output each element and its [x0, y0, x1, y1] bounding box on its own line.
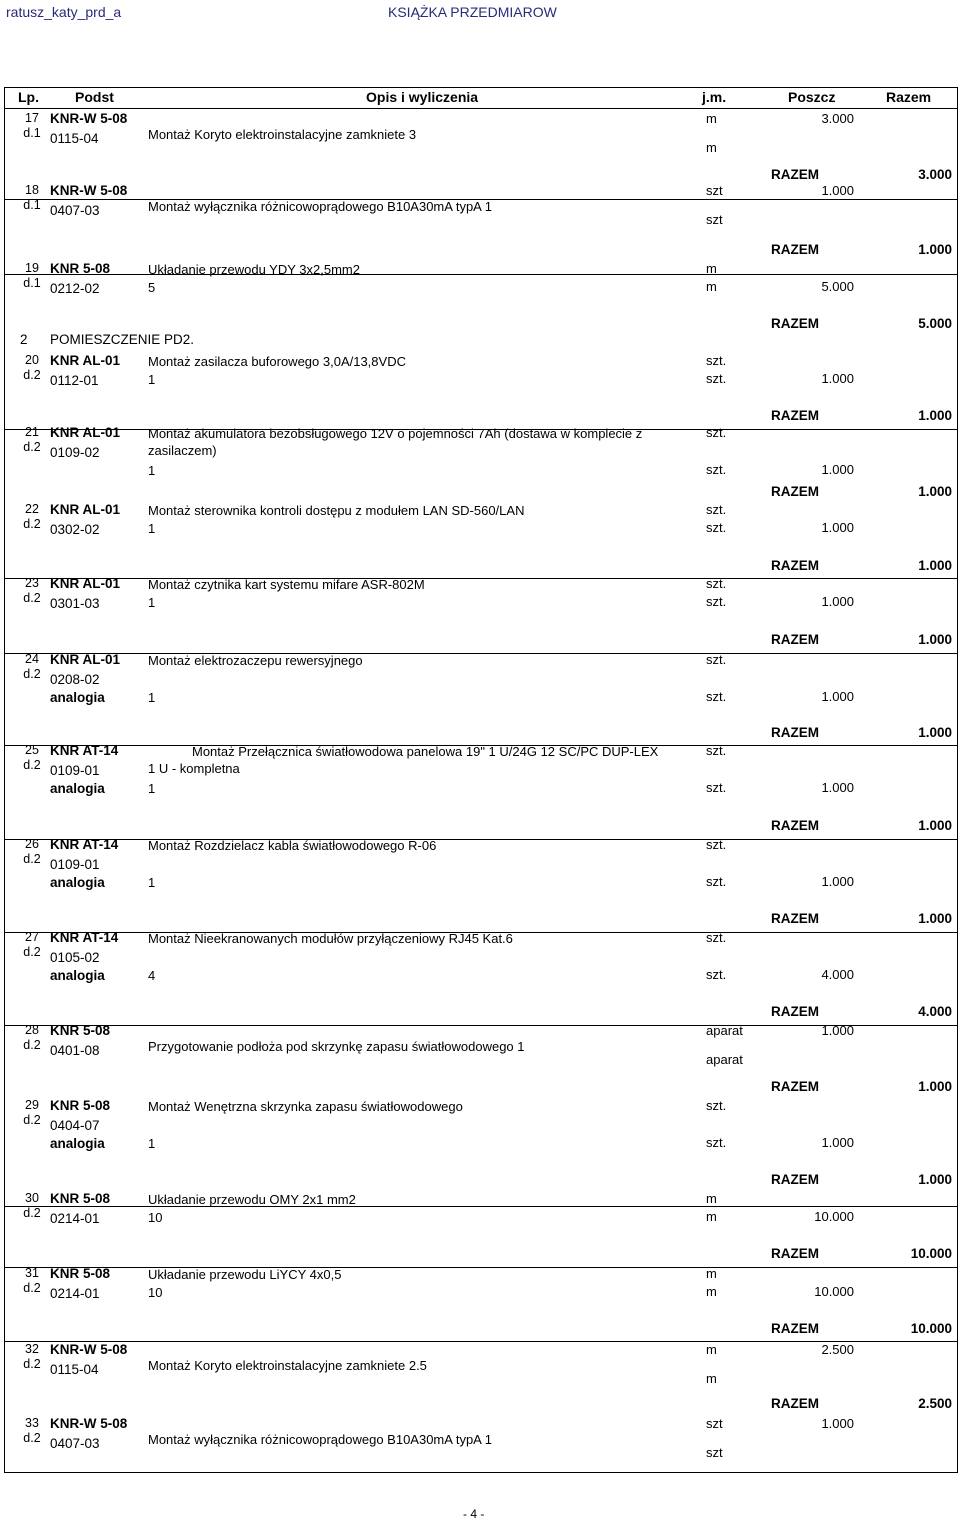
item-calculation: 1 [148, 1136, 156, 1151]
item-unit-result: szt. [706, 780, 727, 795]
item-description: Montaż Rozdzielacz kabla światłowodowego R-06 [148, 838, 437, 853]
razem-value: 4.000 [918, 1004, 952, 1019]
item-code: KNR-W 5-08 [50, 1342, 128, 1357]
item-unit-result: szt [706, 212, 723, 227]
razem-value: 10.000 [910, 1246, 952, 1261]
item-subcode: 0407-03 [50, 203, 100, 218]
item-number: 30 [25, 1191, 39, 1205]
razem-value: 1.000 [918, 725, 952, 740]
page-number: - 4 - [463, 1507, 485, 1521]
row-separator [4, 1025, 958, 1026]
item-number: 31 [25, 1266, 39, 1280]
item-unit: m [706, 261, 717, 276]
item-description: Montaż Koryto elektroinstalacyjne zamkniete 2.5 [148, 1358, 427, 1373]
razem-value: 10.000 [910, 1321, 952, 1336]
item-calculation: 1 [148, 875, 156, 890]
item-variant: d.1 [23, 276, 41, 290]
item-unit-result: szt [706, 1445, 723, 1460]
item-unit: szt. [706, 425, 727, 440]
item-quantity: 1.000 [821, 1135, 854, 1150]
item-description: Układanie przewodu LiYCY 4x0,5 [148, 1267, 342, 1282]
item-quantity: 5.000 [821, 279, 854, 294]
item-code: KNR AL-01 [50, 652, 121, 667]
item-variant: d.1 [23, 126, 41, 140]
item-variant: d.2 [23, 1281, 41, 1295]
item-quantity: 4.000 [821, 967, 854, 982]
item-unit-result: szt. [706, 967, 727, 982]
item-number: 22 [25, 502, 39, 516]
item-unit: szt. [706, 743, 727, 758]
item-code: KNR 5-08 [50, 1191, 111, 1206]
col-lp: Lp. [18, 89, 39, 105]
item-unit-result: szt. [706, 520, 727, 535]
item-code: KNR AT-14 [50, 930, 119, 945]
item-quantity: 1.000 [821, 1023, 854, 1038]
razem-value: 2.500 [918, 1396, 952, 1411]
razem-label: RAZEM [771, 484, 819, 499]
item-number: 21 [25, 425, 39, 439]
item-unit-result: m [706, 140, 717, 155]
razem-value: 1.000 [918, 484, 952, 499]
item-unit: m [706, 1266, 717, 1281]
item-subcode: 0407-03 [50, 1436, 100, 1451]
item-description: Montaż zasilacza buforowego 3,0A/13,8VDC [148, 354, 406, 369]
item-number: 25 [25, 743, 39, 757]
row-separator [4, 1341, 958, 1342]
item-description: Montaż Przełącznica światłowodowa panelowa 19" 1 U/24G 12 SC/PC DUP-LEX 1 U - kompletna [148, 744, 659, 776]
item-calculation: 1 [148, 595, 156, 610]
col-poszcz: Poszcz [788, 89, 836, 105]
razem-value: 5.000 [918, 316, 952, 331]
razem-label: RAZEM [771, 818, 819, 833]
item-unit: m [706, 111, 717, 126]
item-description: Montaż akumulatora bezobsługowego 12V o pojemności 7Ah (dostawa w komplecie z zasilaczem) [148, 426, 643, 458]
item-quantity: 1.000 [821, 874, 854, 889]
item-number: 29 [25, 1098, 39, 1112]
item-unit-result: aparat [706, 1052, 743, 1067]
item-calculation: 1 [148, 463, 156, 478]
item-subcode: 0109-01 [50, 763, 100, 778]
razem-label: RAZEM [771, 167, 819, 182]
item-number: 28 [25, 1023, 39, 1037]
col-opis: Opis i wyliczenia [366, 89, 479, 105]
item-quantity: 10.000 [814, 1209, 854, 1224]
item-analogia: analogia [50, 968, 105, 983]
item-code: KNR AL-01 [50, 576, 121, 591]
item-variant: d.2 [23, 852, 41, 866]
item-analogia: analogia [50, 1136, 105, 1151]
razem-label: RAZEM [771, 911, 819, 926]
item-subcode: 0109-01 [50, 857, 100, 872]
item-code: KNR 5-08 [50, 261, 111, 276]
item-unit: szt [706, 183, 723, 198]
razem-label: RAZEM [771, 242, 819, 257]
item-description: Montaż elektrozaczepu rewersyjnego [148, 653, 363, 668]
item-variant: d.2 [23, 667, 41, 681]
item-code: KNR AL-01 [50, 502, 121, 517]
item-calculation: 1 [148, 521, 156, 536]
item-unit: szt. [706, 930, 727, 945]
item-unit-result: szt. [706, 689, 727, 704]
razem-label: RAZEM [771, 1321, 819, 1336]
item-subcode: 0115-04 [50, 131, 99, 146]
item-variant: d.2 [23, 1113, 41, 1127]
item-calculation: 10 [148, 1210, 163, 1225]
item-variant: d.2 [23, 1431, 41, 1445]
item-subcode: 0214-01 [50, 1286, 100, 1301]
item-code: KNR-W 5-08 [50, 1416, 128, 1431]
item-number: 19 [25, 261, 39, 275]
item-quantity: 3.000 [821, 111, 854, 126]
item-number: 26 [25, 837, 39, 851]
item-unit-result: szt. [706, 594, 727, 609]
item-code: KNR AL-01 [50, 425, 121, 440]
item-description: Montaż sterownika kontroli dostępu z modułem LAN SD-560/LAN [148, 503, 525, 518]
item-calculation: 1 [148, 372, 156, 387]
item-unit: szt. [706, 576, 727, 591]
razem-value: 1.000 [918, 911, 952, 926]
section-number: 2 [20, 332, 28, 347]
item-unit: aparat [706, 1023, 743, 1038]
item-unit-result: szt. [706, 1135, 727, 1150]
razem-value: 1.000 [918, 632, 952, 647]
item-unit: m [706, 1342, 717, 1357]
razem-label: RAZEM [771, 632, 819, 647]
item-subcode: 0105-02 [50, 950, 100, 965]
item-variant: d.1 [23, 198, 41, 212]
razem-value: 1.000 [918, 242, 952, 257]
item-unit-result: szt. [706, 874, 727, 889]
item-description: Montaż Koryto elektroinstalacyjne zamkniete 3 [148, 127, 417, 142]
item-number: 20 [25, 353, 39, 367]
item-variant: d.2 [23, 591, 41, 605]
razem-label: RAZEM [771, 1172, 819, 1187]
item-variant: d.2 [23, 1206, 41, 1220]
item-description: Układanie przewodu OMY 2x1 mm2 [148, 1192, 356, 1207]
item-code: KNR 5-08 [50, 1098, 111, 1113]
item-description: Montaż wyłącznika różnicowoprądowego B10A30mA typA 1 [148, 199, 492, 214]
item-subcode: 0404-07 [50, 1118, 100, 1133]
item-description: Montaż wyłącznika różnicowoprądowego B10A30mA typA 1 [148, 1432, 492, 1447]
item-variant: d.2 [23, 440, 41, 454]
razem-label: RAZEM [771, 725, 819, 740]
razem-label: RAZEM [771, 316, 819, 331]
col-jm: j.m. [702, 89, 727, 105]
section-title: POMIESZCZENIE PD2. [50, 332, 195, 347]
item-code: KNR AL-01 [50, 353, 121, 368]
razem-label: RAZEM [771, 1004, 819, 1019]
item-quantity: 1.000 [821, 594, 854, 609]
item-description: Układanie przewodu YDY 3x2,5mm2 [148, 262, 360, 277]
item-variant: d.2 [23, 1357, 41, 1371]
item-number: 18 [25, 183, 39, 197]
item-unit-result: szt. [706, 371, 727, 386]
item-unit-result: m [706, 279, 717, 294]
item-code: KNR-W 5-08 [50, 111, 128, 126]
razem-label: RAZEM [771, 1396, 819, 1411]
razem-value: 1.000 [918, 1079, 952, 1094]
item-subcode: 0112-01 [50, 373, 99, 388]
item-subcode: 0109-02 [50, 445, 100, 460]
item-subcode: 0401-08 [50, 1043, 100, 1058]
item-unit-result: szt. [706, 462, 727, 477]
item-unit: szt. [706, 353, 727, 368]
col-podst: Podst [75, 89, 114, 105]
item-description: Przygotowanie podłoża pod skrzynkę zapasu światłowodowego 1 [148, 1039, 525, 1054]
item-number: 24 [25, 652, 39, 666]
item-variant: d.2 [23, 517, 41, 531]
document-title: KSIĄŻKA PRZEDMIAROW [388, 4, 557, 20]
item-number: 17 [25, 111, 39, 125]
item-unit: szt. [706, 652, 727, 667]
col-razem: Razem [886, 89, 932, 105]
item-unit: szt [706, 1416, 723, 1431]
item-calculation: 1 [148, 781, 156, 796]
item-subcode: 0302-02 [50, 522, 100, 537]
razem-label: RAZEM [771, 1079, 819, 1094]
item-unit-result: m [706, 1209, 717, 1224]
item-code: KNR 5-08 [50, 1023, 111, 1038]
razem-value: 1.000 [918, 558, 952, 573]
item-number: 23 [25, 576, 39, 590]
item-calculation: 4 [148, 968, 156, 983]
item-quantity: 1.000 [821, 371, 854, 386]
item-number: 33 [25, 1416, 39, 1430]
item-analogia: analogia [50, 690, 105, 705]
item-code: KNR AT-14 [50, 837, 119, 852]
razem-label: RAZEM [771, 408, 819, 423]
razem-value: 1.000 [918, 408, 952, 423]
item-unit-result: m [706, 1371, 717, 1386]
item-unit: szt. [706, 837, 727, 852]
table-header [4, 87, 958, 109]
item-number: 32 [25, 1342, 39, 1356]
item-calculation: 5 [148, 280, 156, 295]
item-description: Montaż Wenętrzna skrzynka zapasu światłowodowego [148, 1099, 463, 1114]
item-code: KNR AT-14 [50, 743, 119, 758]
item-unit: szt. [706, 502, 727, 517]
item-subcode: 0214-01 [50, 1211, 100, 1226]
razem-value: 3.000 [918, 167, 952, 182]
item-subcode: 0301-03 [50, 596, 100, 611]
item-analogia: analogia [50, 875, 105, 890]
item-quantity: 1.000 [821, 462, 854, 477]
item-number: 27 [25, 930, 39, 944]
item-unit: szt. [706, 1098, 727, 1113]
item-calculation: 10 [148, 1285, 163, 1300]
item-variant: d.2 [23, 758, 41, 772]
item-quantity: 1.000 [821, 183, 854, 198]
item-unit-result: m [706, 1284, 717, 1299]
item-quantity: 1.000 [821, 780, 854, 795]
item-quantity: 1.000 [821, 1416, 854, 1431]
item-quantity: 1.000 [821, 520, 854, 535]
item-subcode: 0115-04 [50, 1362, 99, 1377]
item-quantity: 10.000 [814, 1284, 854, 1299]
razem-label: RAZEM [771, 1246, 819, 1261]
document-name: ratusz_katy_prd_a [6, 4, 122, 20]
item-variant: d.2 [23, 368, 41, 382]
item-unit: m [706, 1191, 717, 1206]
item-subcode: 0212-02 [50, 281, 100, 296]
razem-label: RAZEM [771, 558, 819, 573]
item-quantity: 2.500 [821, 1342, 854, 1357]
item-quantity: 1.000 [821, 689, 854, 704]
item-variant: d.2 [23, 1038, 41, 1052]
item-subcode: 0208-02 [50, 672, 100, 687]
item-code: KNR 5-08 [50, 1266, 111, 1281]
item-description: Montaż czytnika kart systemu mifare ASR-802M [148, 577, 425, 592]
item-calculation: 1 [148, 690, 156, 705]
item-description: Montaż Nieekranowanych modułów przyłączeniowy RJ45 Kat.6 [148, 931, 513, 946]
razem-value: 1.000 [918, 818, 952, 833]
item-analogia: analogia [50, 781, 105, 796]
item-variant: d.2 [23, 945, 41, 959]
razem-value: 1.000 [918, 1172, 952, 1187]
item-code: KNR-W 5-08 [50, 183, 128, 198]
